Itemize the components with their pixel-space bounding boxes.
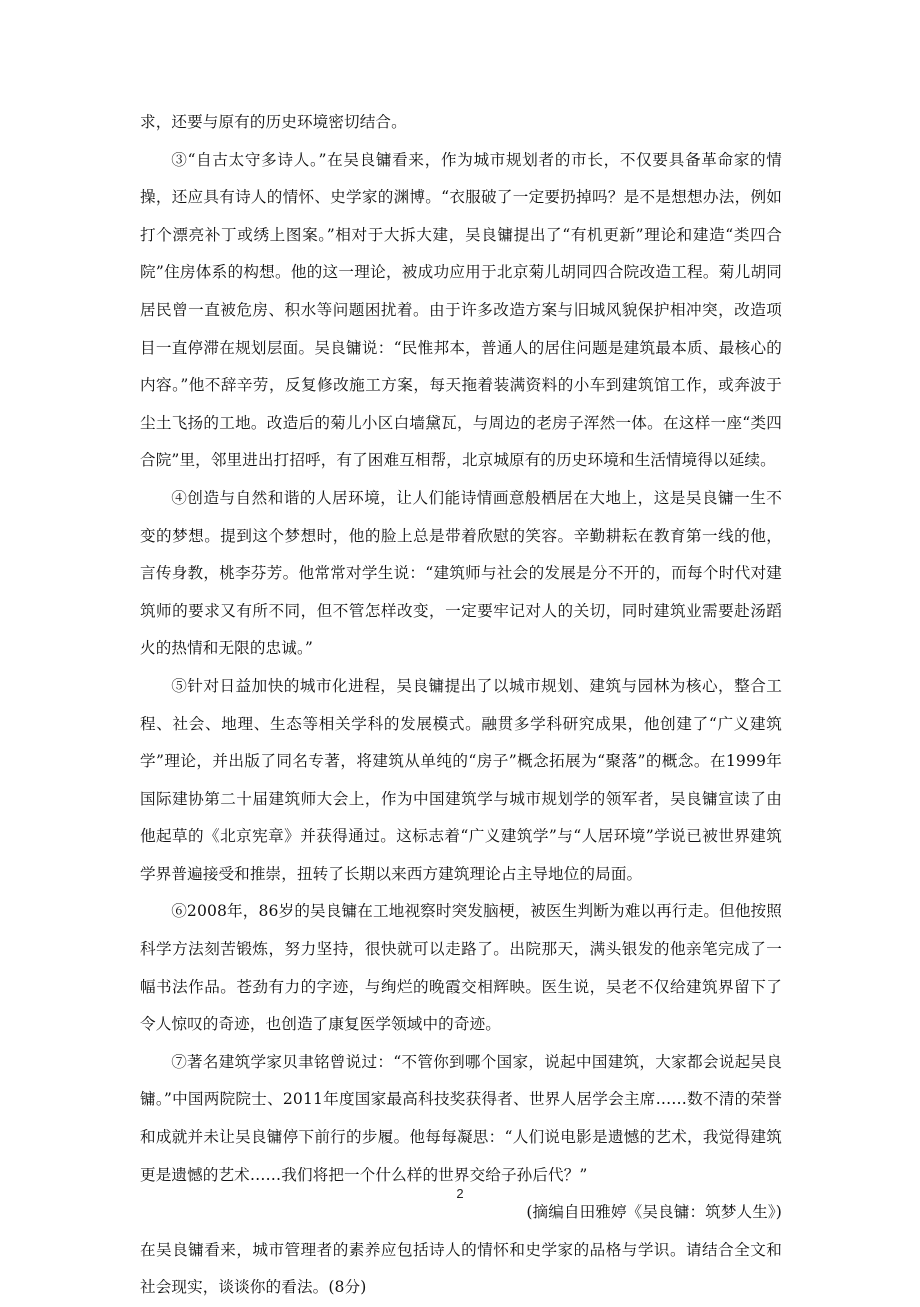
question-prompt: 在吴良镛看来，城市管理者的素养应包括诗人的情怀和史学家的品格与学识。请结合全文和社会现实，谈谈你的看法。(8分)	[140, 1240, 782, 1297]
paragraph-continuation: 求，还要与原有的历史环境密切结合。	[140, 113, 407, 131]
paragraph-6: ⑥2008年，86岁的吴良镛在工地视察时突发脑梗，被医生判断为难以再行走。但他按照科学方法刻苦锻炼，努力坚持，很快就可以走路了。出院那天，满头银发的他亲笔完成了一幅书法作品。苍劲有力的字迹，与绚烂的晚霞交相辉映。医生说，吴老不仅给建筑界留下了令人惊叹的奇迹，也创造了康复医学领域中的奇迹。	[140, 902, 782, 1034]
paragraph-4: ④创造与自然和谐的人居环境，让人们能诗情画意般栖居在大地上，这是吴良镛一生不变的梦想。提到这个梦想时，他的脸上总是带着欣慰的笑容。辛勤耕耘在教育第一线的他，言传身教，桃李芬芳。他常常对学生说：“建筑师与社会的发展是分不开的，而每个时代对建筑师的要求又有所不同，但不管怎样改变，一定要牢记对人的关切，同时建筑业需要赴汤蹈火的热情和无限的忠诚。”	[140, 488, 782, 658]
article-body	[140, 104, 782, 1307]
source-citation: (摘编自田雅婷《吴良镛：筑梦人生》)	[526, 1203, 782, 1222]
paragraph-5: ⑤针对日益加快的城市化进程，吴良镛提出了以城市规划、建筑与园林为核心，整合工程、社会、地理、生态等相关学科的发展模式。融贯多学科研究成果，他创建了“广义建筑学”理论，并出版了同名专著，将建筑从单纯的“房子”概念拓展为“聚落”的概念。在1999年国际建协第二十届建筑师大会上，作为中国建筑学与城市规划学的领军者，吴良镛宣读了由他起草的《北京宪章》并获得通过。这标志着“广义建筑学”与“人居环境”学说已被世界建筑学界普遍接受和推崇，扭转了长期以来西方建筑理论占主导地位的局面。	[140, 676, 782, 883]
paragraph-7: ⑦著名建筑学家贝聿铭曾说过：“不管你到哪个国家，说起中国建筑，大家都会说起吴良镛。”中国两院院士、2011年度国家最高科技奖获得者、世界人居学会主席……数不清的荣誉和成就并未让吴良镛停下前行的步履。他每每凝思：“人们说电影是遗憾的艺术，我觉得建筑更是遗憾的艺术……我们将把一个什么样的世界交给子孙后代？”	[140, 1052, 782, 1184]
page-number: 2	[456, 1186, 464, 1201]
paragraph-3: ③“自古太守多诗人。”在吴良镛看来，作为城市规划者的市长，不仅要具备革命家的情操，还应具有诗人的情怀、史学家的渊博。“衣服破了一定要扔掉吗？是不是想想办法，例如打个漂亮补丁或绣上图案。”相对于大拆大建，吴良镛提出了“有机更新”理论和建造“类四合院”住房体系的构想。他的这一理论，被成功应用于北京菊儿胡同四合院改造工程。菊儿胡同居民曾一直被危房、积水等问题困扰着。由于许多改造方案与旧城风貌保护相冲突，改造项目一直停滞在规划层面。吴良镛说：“民惟邦本，普通人的居住问题是建筑最本质、最核心的内容。”他不辞辛劳，反复修改施工方案，每天拖着装满资料的小车到建筑馆工作，或奔波于尘土飞扬的工地。改造后的菊儿小区白墙黛瓦，与周边的老房子浑然一体。在这样一座“类四合院”里，邻里进出打招呼，有了困难互相帮，北京城原有的历史环境和生活情境得以延续。	[140, 150, 782, 470]
